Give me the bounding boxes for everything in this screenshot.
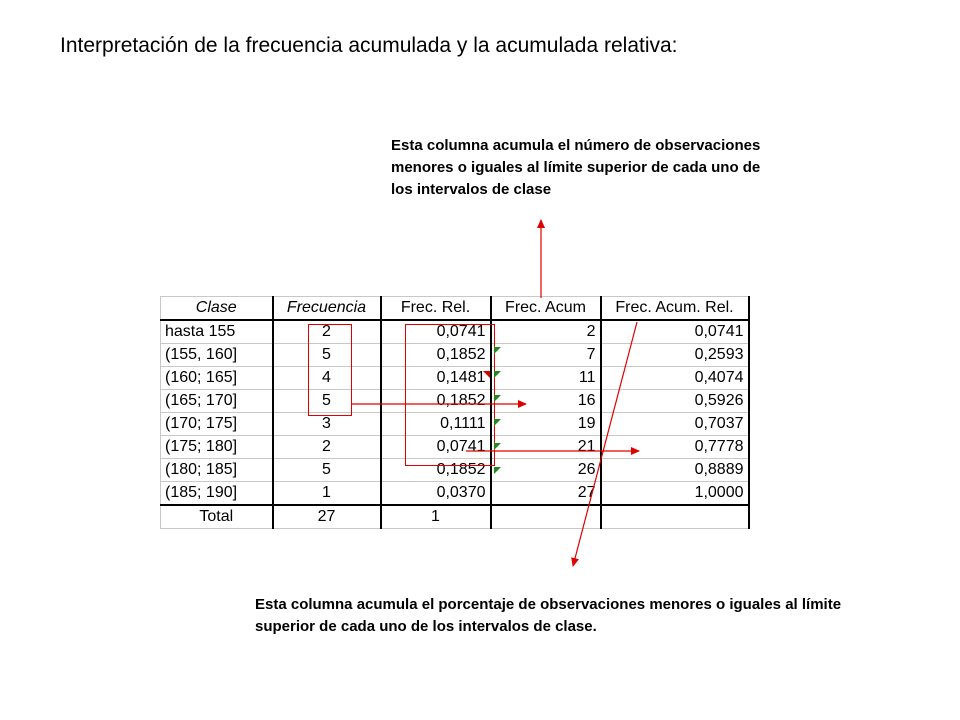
header-frec-acum-rel[interactable]: Frec. Acum. Rel. (601, 297, 749, 321)
header-clase[interactable]: Clase (161, 297, 273, 321)
cell-frecuencia[interactable]: 2 (273, 436, 381, 459)
cell-clase[interactable]: (180; 185] (161, 459, 273, 482)
cell-frec-acum-rel[interactable]: 0,2593 (601, 344, 749, 367)
total-frec-rel[interactable]: 1 (381, 505, 491, 529)
cell-frec-acum[interactable]: 27 (491, 482, 601, 506)
cell-frec-rel[interactable]: 0,1852 (381, 344, 491, 367)
cell-frec-acum[interactable]: 7 (491, 344, 601, 367)
cell-clase[interactable]: hasta 155 (161, 320, 273, 344)
cell-clase[interactable]: (170; 175] (161, 413, 273, 436)
cell-frec-rel[interactable]: 0,0741 (381, 436, 491, 459)
cell-frec-rel[interactable]: 0,1852 (381, 390, 491, 413)
annotation-frec-acum: Esta columna acumula el número de observaciones menores o iguales al límite superior de cada uno de los intervalos de clase (391, 137, 761, 198)
cell-frec-acum[interactable]: 19 (491, 413, 601, 436)
cell-clase[interactable]: (175; 180] (161, 436, 273, 459)
cell-frec-acum[interactable]: 2 (491, 320, 601, 344)
page-title: Interpretación de la frecuencia acumulada y la acumulada relativa: (60, 34, 678, 57)
cell-frecuencia[interactable]: 5 (273, 459, 381, 482)
cell-frec-acum[interactable]: 11 (491, 367, 601, 390)
cell-frecuencia[interactable]: 3 (273, 413, 381, 436)
cell-frec-rel[interactable]: 0,0741 (381, 320, 491, 344)
cell-frec-acum-rel[interactable]: 0,4074 (601, 367, 749, 390)
cell-clase[interactable]: (165; 170] (161, 390, 273, 413)
total-frecuencia[interactable]: 27 (273, 505, 381, 529)
cell-clase[interactable]: (160; 165] (161, 367, 273, 390)
cell-frec-acum[interactable]: 26 (491, 459, 601, 482)
cell-frecuencia[interactable]: 1 (273, 482, 381, 506)
cell-clase[interactable]: (185; 190] (161, 482, 273, 506)
arrow-to-bottom-note (573, 322, 637, 566)
header-frecuencia[interactable]: Frecuencia (273, 297, 381, 321)
annotation-frec-acum-rel: Esta columna acumula el porcentaje de observaciones menores o iguales al límite superior de cada uno de los intervalos de clase. (255, 596, 842, 635)
cell-frec-rel[interactable]: 0,0370 (381, 482, 491, 506)
cell-frec-acum-rel[interactable]: 0,7037 (601, 413, 749, 436)
cell-frecuencia[interactable]: 5 (273, 390, 381, 413)
header-frec-acum[interactable]: Frec. Acum (491, 297, 601, 321)
cell-frecuencia[interactable]: 4 (273, 367, 381, 390)
cell-frec-acum-rel[interactable]: 0,5926 (601, 390, 749, 413)
cell-frec-rel[interactable]: 0,1481 (381, 367, 491, 390)
cell-frec-acum-rel[interactable]: 0,0741 (601, 320, 749, 344)
cell-frec-acum[interactable]: 21 (491, 436, 601, 459)
cell-frec-acum-rel[interactable]: 0,7778 (601, 436, 749, 459)
cell-frec-acum-rel[interactable]: 0,8889 (601, 459, 749, 482)
cell-frec-rel[interactable]: 0,1111 (381, 413, 491, 436)
cell-frecuencia[interactable]: 5 (273, 344, 381, 367)
cell-frecuencia[interactable]: 2 (273, 320, 381, 344)
cell-frec-rel[interactable]: 0,1852 (381, 459, 491, 482)
cell-frec-acum-rel[interactable]: 1,0000 (601, 482, 749, 506)
header-frec-rel[interactable]: Frec. Rel. (381, 297, 491, 321)
total-label[interactable]: Total (161, 505, 273, 529)
cell-clase[interactable]: (155, 160] (161, 344, 273, 367)
cell-frec-acum[interactable]: 16 (491, 390, 601, 413)
